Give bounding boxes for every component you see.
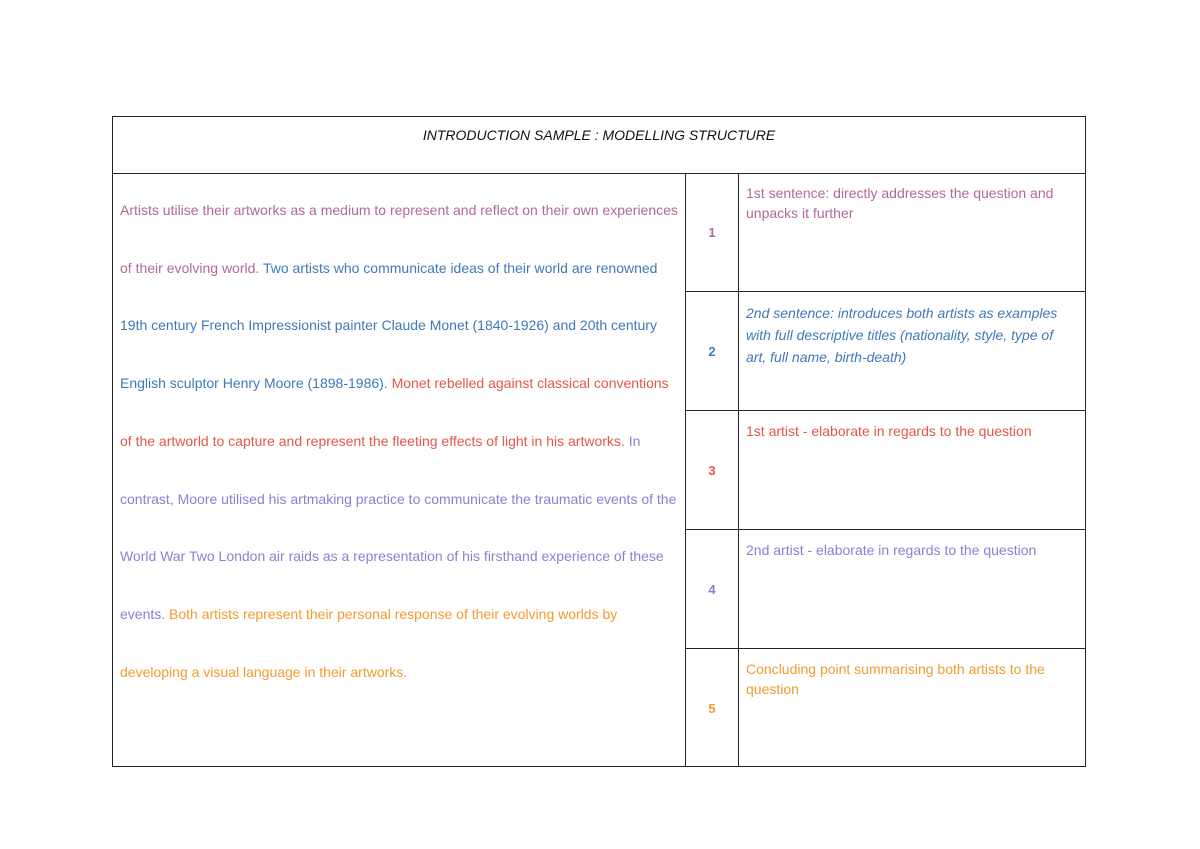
table-title-row — [113, 117, 1085, 174]
row-number-2: 2 — [686, 292, 738, 411]
row-note-3: 1st artist - elaborate in regards to the question — [739, 411, 1085, 530]
sample-paragraph — [113, 173, 685, 701]
notes-column — [739, 173, 1085, 766]
sentence-2: Two artists who communicate ideas of their world are renowned 19th century French Impressionist painter Claude Monet (1840-1926) and 20th century English sculptor Henry Moore (1898-1986). — [120, 259, 658, 392]
row-note-5: Concluding point summarising both artists to the question — [746, 661, 1045, 697]
row-note-4: 2nd artist - elaborate in regards to the question — [739, 530, 1085, 649]
row-number-3: 3 — [686, 411, 738, 530]
sentence-4: In contrast, Moore utilised his artmaking practice to communicate the traumatic events of the World War Two London air raids as a representation of his firsthand experience of these events. — [120, 432, 677, 622]
sentence-5: Both artists represent their personal response of their evolving worlds by developing a visual language in their artworks. — [120, 605, 618, 680]
row-number-5: 5 — [708, 701, 716, 716]
structure-table — [112, 116, 1086, 767]
sentence-1: Artists utilise their artworks as a medium to represent and reflect on their own experiences of their evolving world. — [120, 202, 678, 276]
sentence-3: Monet rebelled against classical conventions of the artworld to capture and represent the fleeting effects of light in his artworks. — [120, 375, 669, 449]
row-note-1: 1st sentence: directly addresses the question and unpacks it further — [739, 173, 1085, 292]
row-note-2: 2nd sentence: introduces both artists as examples with full descriptive titles (nationality, style, type of art, full name, birth-death) — [739, 292, 1085, 411]
row-number-4: 4 — [686, 530, 738, 649]
row-number-1: 1 — [686, 173, 738, 292]
table-title: INTRODUCTION SAMPLE : MODELLING STRUCTURE — [422, 127, 776, 143]
number-column — [686, 173, 739, 766]
sample-paragraph-cell — [113, 173, 686, 766]
